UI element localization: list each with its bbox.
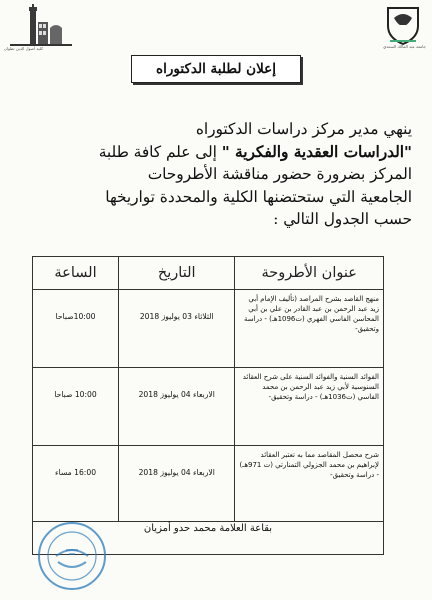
page-title: إعلان لطلبة الدكتوراه bbox=[131, 55, 301, 83]
header-date: التاريخ bbox=[119, 257, 235, 290]
thesis-title-cell: منهج القاصد بشرح المراصد (تأليف الإمام أبي زيد عبد الرحمن بن عبد القادر بن علي بن أبي المحاسن الفاسي الفهري (ت1096هـ) - دراسة وتحقيق- bbox=[235, 290, 384, 368]
date-cell: الاربعاء 04 يوليوز 2018 bbox=[119, 368, 235, 446]
intro-line-3: المركز بضرورة حضور مناقشة الأطروحات bbox=[147, 165, 412, 183]
header-time: الساعة bbox=[33, 257, 119, 290]
center-name: "الدراسات العقدية والفكرية " bbox=[221, 142, 412, 161]
table-row bbox=[33, 446, 384, 522]
date-cell: الثلاثاء 03 يوليوز 2018 bbox=[119, 290, 235, 368]
thesis-title-cell: الفوائد السنية والفوائد السنية على شرح العقائد السنوسية لأبي زيد عبد الرحمن بن محمد الفاسي (ت1036هـ) - دراسة وتحقيق- bbox=[235, 368, 384, 446]
announcement-body bbox=[24, 118, 412, 231]
table-row bbox=[33, 368, 384, 446]
venue-cell: بقاعة العلامة محمد حدو أمزيان bbox=[33, 522, 384, 555]
time-cell: 16:00 مساء bbox=[33, 446, 119, 522]
intro-line-2 bbox=[24, 141, 412, 164]
university-logo bbox=[384, 4, 422, 48]
date-cell: الاربعاء 04 يوليوز 2018 bbox=[119, 446, 235, 522]
intro-line-5: حسب الجدول التالي : bbox=[273, 210, 412, 228]
intro-line-4: الجامعية التي ستحتضنها الكلية والمحددة تواريخها bbox=[105, 187, 412, 206]
time-cell: 10:00 صباحا bbox=[33, 368, 119, 446]
faculty-logo bbox=[6, 4, 76, 50]
time-cell: 10:00صباحا bbox=[33, 290, 119, 368]
header-thesis-title: عنوان الأطروحة bbox=[235, 257, 384, 290]
official-stamp bbox=[36, 520, 108, 592]
table-row bbox=[33, 290, 384, 368]
intro-line-2-rest: إلى علم كافة طلبة bbox=[98, 142, 222, 161]
intro-line-1: ينهي مدير مركز دراسات الدكتوراه bbox=[195, 120, 412, 138]
defense-schedule-table bbox=[32, 256, 384, 555]
university-logo-caption: جامعة عبد المالك السعدي bbox=[383, 44, 426, 49]
table-header-row bbox=[33, 257, 384, 290]
thesis-title-cell: شرح محصل المقاصد مما به تعتبر العقائد لإبراهيم بن محمد الجزولي التمنارتي (ت 971هـ) - دراسة وتحقيق- bbox=[235, 446, 384, 522]
faculty-logo-caption: كلية أصول الدين تطوان bbox=[4, 46, 43, 51]
